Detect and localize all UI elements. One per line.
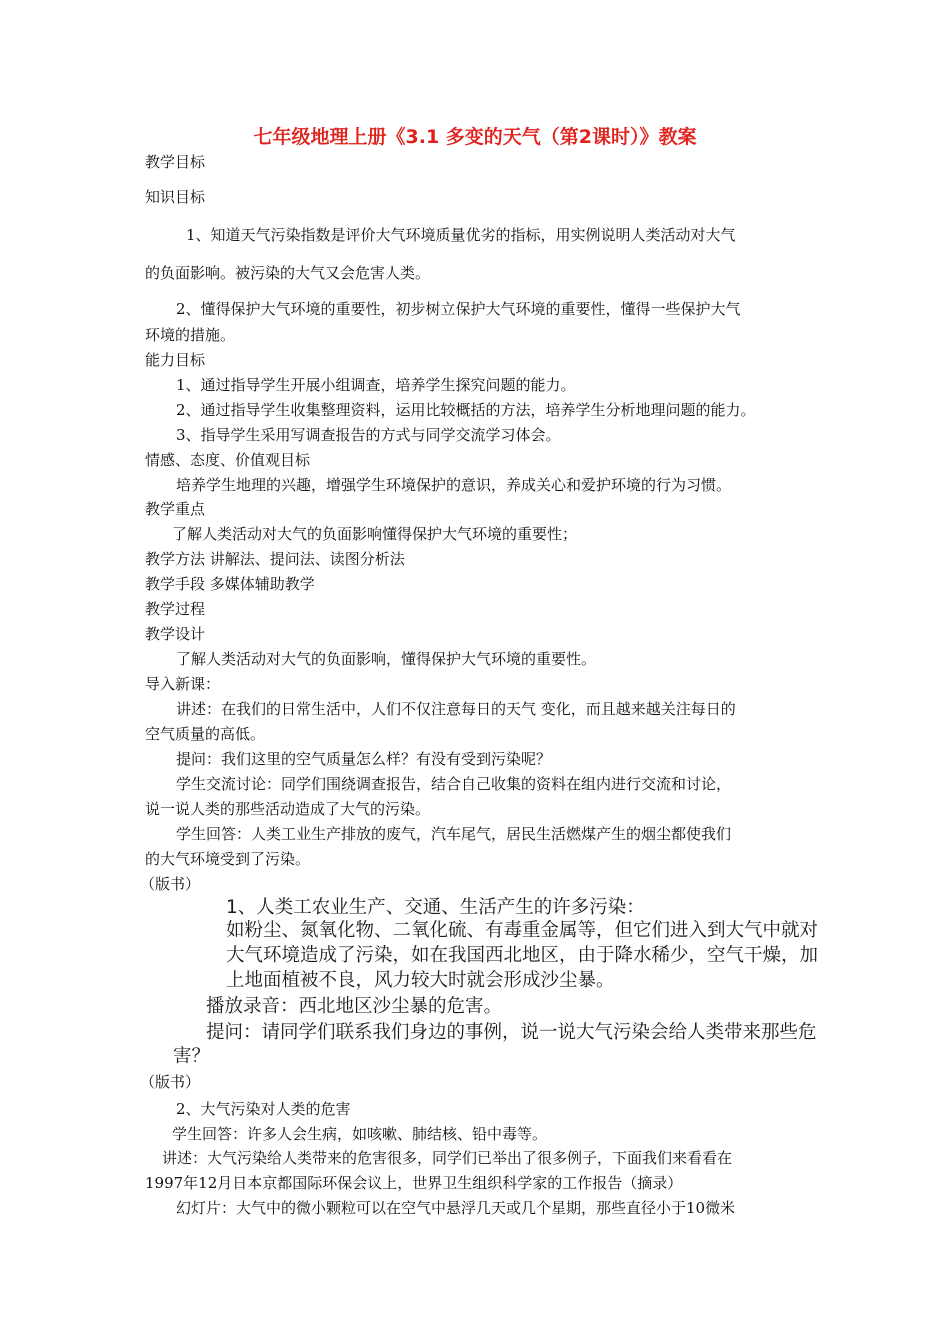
heading-ability-goals: 能力目标 xyxy=(145,351,206,369)
text-line: 了解人类活动对大气的负面影响，懂得保护大气环境的重要性。 xyxy=(176,650,597,668)
heading-intro: 导入新课： xyxy=(145,675,221,693)
text-line: 空气质量的高低。 xyxy=(145,725,266,743)
board-label: （版书） xyxy=(140,1073,201,1091)
text-line: 的大气环境受到了污染。 xyxy=(145,850,311,868)
text-line: 讲述：大气污染给人类带来的危害很多，同学们已举出了很多例子，下面我们来看看在 xyxy=(162,1149,733,1167)
text-line: 提问：我们这里的空气质量怎么样？有没有受到污染呢？ xyxy=(176,750,552,768)
board-line: 如粉尘、氮氧化物、二氧化硫、有毒重金属等，但它们进入到大气中就对 xyxy=(226,920,819,941)
heading-teaching-design: 教学设计 xyxy=(145,625,206,643)
text-line: 培养学生地理的兴趣，增强学生环境保护的意识，养成关心和爱护环境的行为习惯。 xyxy=(176,476,732,494)
board-line: 提问：请同学们联系我们身边的事例，说一说大气污染会给人类带来那些危 xyxy=(206,1022,817,1043)
heading-teaching-goals: 教学目标 xyxy=(145,153,206,171)
board-line: 害？ xyxy=(173,1046,211,1067)
text-line: 幻灯片：大气中的微小颗粒可以在空气中悬浮几天或几个星期，那些直径小于10微米 xyxy=(176,1199,736,1217)
text-line: 学生回答：人类工业生产排放的废气，汽车尾气，居民生活燃煤产生的烟尘都使我们 xyxy=(176,825,732,843)
text-line: 讲述：在我们的日常生活中，人们不仅注意每日的天气 变化，而且越来越关注每日的 xyxy=(176,700,736,718)
board-line: 播放录音：西北地区沙尘暴的危害。 xyxy=(206,996,503,1017)
text-teaching-method: 教学方法 讲解法、提问法、读图分析法 xyxy=(145,550,405,568)
text-line: 学生回答：许多人会生病，如咳嗽、肺结核、铅中毒等。 xyxy=(172,1125,548,1143)
document-title: 七年级地理上册《3.1 多变的天气（第2课时）》教案 xyxy=(253,126,697,148)
heading-attitude-goals: 情感、态度、价值观目标 xyxy=(145,451,311,469)
text-line: 环境的措施。 xyxy=(145,326,236,344)
heading-knowledge-goals: 知识目标 xyxy=(145,188,206,206)
board-line: 上地面植被不良，风力较大时就会形成沙尘暴。 xyxy=(226,970,615,991)
board-label: （版书） xyxy=(140,875,201,893)
board-line: 1、人类工农业生产、交通、生活产生的许多污染： xyxy=(226,897,645,918)
text-line: 学生交流讨论：同学们围绕调查报告，结合自己收集的资料在组内进行交流和讨论， xyxy=(176,775,732,793)
heading-teaching-focus: 教学重点 xyxy=(145,500,206,518)
text-line: 了解人类活动对大气的负面影响懂得保护大气环境的重要性； xyxy=(172,525,578,543)
text-line: 2、通过指导学生收集整理资料，运用比较概括的方法，培养学生分析地理问题的能力。 xyxy=(176,401,756,419)
text-line: 1997年12月日本京都国际环保会议上，世界卫生组织科学家的工作报告（摘录） xyxy=(145,1174,683,1192)
text-line: 1、知道天气污染指数是评价大气环境质量优劣的指标，用实例说明人类活动对大气 xyxy=(186,226,736,244)
text-line: 的负面影响。被污染的大气又会危害人类。 xyxy=(145,264,431,282)
text-line: 2、大气污染对人类的危害 xyxy=(176,1100,351,1118)
text-line: 2、懂得保护大气环境的重要性，初步树立保护大气环境的重要性，懂得一些保护大气 xyxy=(176,300,741,318)
text-line: 1、通过指导学生开展小组调查，培养学生探究问题的能力。 xyxy=(176,376,576,394)
board-line: 大气环境造成了污染，如在我国西北地区，由于降水稀少，空气干燥，加 xyxy=(226,945,819,966)
text-line: 3、指导学生采用写调查报告的方式与同学交流学习体会。 xyxy=(176,426,561,444)
heading-teaching-process: 教学过程 xyxy=(145,600,206,618)
text-teaching-means: 教学手段 多媒体辅助教学 xyxy=(145,575,315,593)
text-line: 说一说人类的那些活动造成了大气的污染。 xyxy=(145,800,431,818)
